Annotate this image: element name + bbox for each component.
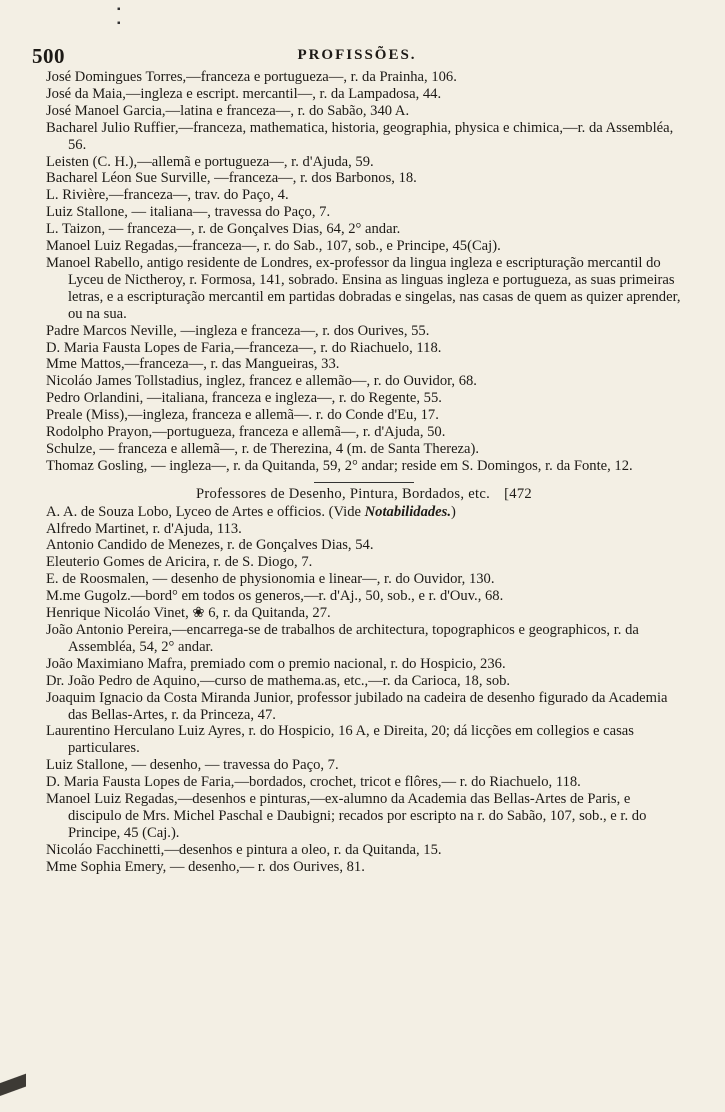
directory-entry <box>46 774 682 791</box>
directory-entry <box>46 571 682 588</box>
directory-entry: Pedro Orlandini, —italiana, franceza e ingleza—, r. do Regente, 55. <box>46 390 442 407</box>
entry-text: Manoel Luiz Regadas,—desenhos e pinturas,—ex-alumno da Academia das Bellas-Artes de Paris, e discipulo de Mrs. Michel Paschal e Daubigni; recados por escripto na r. do Sabão, 107, sob., e r. do Principe, 45 (Caj.). <box>46 791 647 841</box>
directory-entry: D. Maria Fausta Lopes de Faria,—franceza—, r. do Riachuelo, 118. <box>46 339 442 356</box>
print-mark: ▪ <box>117 4 121 15</box>
directory-entry: Preale (Miss),—ingleza, franceza e allemã—. r. do Conde d'Eu, 17. <box>46 407 439 424</box>
directory-entry <box>46 656 682 673</box>
directory-entry <box>46 521 682 538</box>
directory-entry <box>46 554 682 571</box>
directory-entry: Leisten (C. H.),—allemã e portugueza—, r. d'Ajuda, 59. <box>46 153 374 170</box>
directory-entry <box>46 859 682 876</box>
entry-text: Eleuterio Gomes de Aricira, r. de S. Diogo, 7. <box>46 554 313 571</box>
directory-entry <box>46 504 682 521</box>
section-title: Professores de Desenho, Pintura, Bordados, etc. <box>195 485 491 502</box>
directory-entry <box>46 622 682 656</box>
drawing-teachers-list <box>46 504 682 876</box>
page-header <box>32 44 682 68</box>
entry-text: Alfredo Martinet, r. d'Ajuda, 113. <box>46 520 242 537</box>
entry-text: Luiz Stallone, — desenho, — travessa do Paço, 7. <box>46 757 339 774</box>
directory-entry <box>46 673 682 690</box>
directory-entry: Thomaz Gosling, — ingleza—, r. da Quitanda, 59, 2° andar; reside em S. Domingos, r. da Fonte, 12. <box>46 457 633 474</box>
entry-text: M.me Gugolz.—bord° em todos os generos,—r. d'Aj., 50, sob., e r. d'Ouv., 68. <box>46 588 504 605</box>
directory-entry: Nicoláo James Tollstadius, inglez, francez e allemão—, r. do Ouvidor, 68. <box>46 373 477 390</box>
entry-text: Nicoláo Facchinetti,—desenhos e pintura a oleo, r. da Quitanda, 15. <box>46 841 442 858</box>
directory-entry <box>46 605 682 622</box>
directory-entry <box>46 537 682 554</box>
directory-entry: Schulze, — franceza e allemã—, r. de Therezina, 4 (m. de Santa Thereza). <box>46 440 480 457</box>
directory-listing <box>46 69 682 876</box>
entry-text: Henrique Nicoláo Vinet, ❀ 6, r. da Quitanda, 27. <box>46 605 331 622</box>
entry-text: D. Maria Fausta Lopes de Faria,—bordados, crochet, tricot e flôres,— r. do Riachuelo, 118. <box>46 774 581 791</box>
entry-tail: ) <box>450 503 456 520</box>
entry-text: A. A. de Souza Lobo, Lyceo de Artes e officios. (Vide <box>46 503 365 520</box>
entry-text: João Antonio Pereira,—encarrega-se de trabalhos de architectura, topographicos e geographicos, r. da Assembléa, 54, 2° andar. <box>46 622 639 655</box>
page-number: 500 <box>32 44 65 68</box>
entry-text: João Maximiano Mafra, premiado com o premio nacional, r. do Hospicio, 236. <box>46 655 506 672</box>
directory-entry: Padre Marcos Neville, —ingleza e franceza—, r. dos Ourives, 55. <box>46 322 430 339</box>
directory-entry: José da Maia,—ingleza e escript. mercantil—, r. da Lampadosa, 44. <box>46 85 442 102</box>
directory-entry: Luiz Stallone, — italiana—, travessa do Paço, 7. <box>46 204 331 221</box>
entry-text: E. de Roosmalen, — desenho de physionomia e linear—, r. do Ouvidor, 130. <box>46 571 495 588</box>
entry-text: Antonio Candido de Menezes, r. de Gonçalves Dias, 54. <box>46 537 374 554</box>
running-title: PROFISSÕES. <box>297 47 417 63</box>
print-mark: ▪ <box>117 18 121 29</box>
section-count: [472 <box>504 485 533 502</box>
entry-text: Joaquim Ignacio da Costa Miranda Junior, professor jubilado na cadeira de desenho figurado da Academia das Bellas-Artes, r. da Princeza, 47. <box>46 689 668 723</box>
directory-entry <box>46 723 682 757</box>
entry-text: Mme Sophia Emery, — desenho,— r. dos Ourives, 81. <box>46 858 365 875</box>
directory-entry <box>46 757 682 774</box>
language-teachers-list <box>46 69 682 475</box>
directory-entry: L. Taizon, — franceza—, r. de Gonçalves Dias, 64, 2° andar. <box>46 221 401 238</box>
directory-entry: José Manoel Garcia,—latina e franceza—, r. do Sabão, 340 A. <box>46 102 410 119</box>
directory-entry: L. Rivière,—franceza—, trav. do Paço, 4. <box>46 187 289 204</box>
section-divider <box>314 482 414 483</box>
page-corner-damage <box>0 1057 26 1112</box>
directory-entry <box>46 842 682 859</box>
directory-entry: Manoel Rabello, antigo residente de Londres, ex-professor da lingua ingleza e escripturação mercantil do Lyceu de Nictheroy, r. Formosa, 141, sobrado. Ensina as linguas ingleza e portugueza, as suas primeiras letras, e a escripturação mercantil em partidas dobradas e singelas, nas casas de quem as quizer aprender, ou na sua. <box>46 254 681 322</box>
directory-entry: Mme Mattos,—franceza—, r. das Mangueiras, 33. <box>46 356 340 373</box>
directory-entry: Manoel Luiz Regadas,—franceza—, r. do Sab., 107, sob., e Principe, 45(Caj). <box>46 238 501 255</box>
cross-reference: Notabilidades. <box>364 503 451 520</box>
entry-text: Dr. João Pedro de Aquino,—curso de mathema.as, etc.,—r. da Carioca, 18, sob. <box>46 672 511 689</box>
directory-entry: Bacharel Léon Sue Surville, —franceza—, r. dos Barbonos, 18. <box>46 170 417 187</box>
directory-entry <box>46 791 682 842</box>
directory-entry: Bacharel Julio Ruffier,—franceza, mathematica, historia, geographia, physica e chimica,—r. da Assembléa, 56. <box>46 119 674 153</box>
directory-entry: José Domingues Torres,—franceza e portugueza—, r. da Prainha, 106. <box>46 69 457 85</box>
directory-entry <box>46 588 682 605</box>
directory-entry: Rodolpho Prayon,—portugueza, franceza e allemã—, r. d'Ajuda, 50. <box>46 424 446 441</box>
section-heading <box>46 486 682 503</box>
entry-text: Laurentino Herculano Luiz Ayres, r. do Hospicio, 16 A, e Direita, 20; dá licções em collegios e casas particulares. <box>46 723 634 757</box>
directory-entry <box>46 690 682 724</box>
